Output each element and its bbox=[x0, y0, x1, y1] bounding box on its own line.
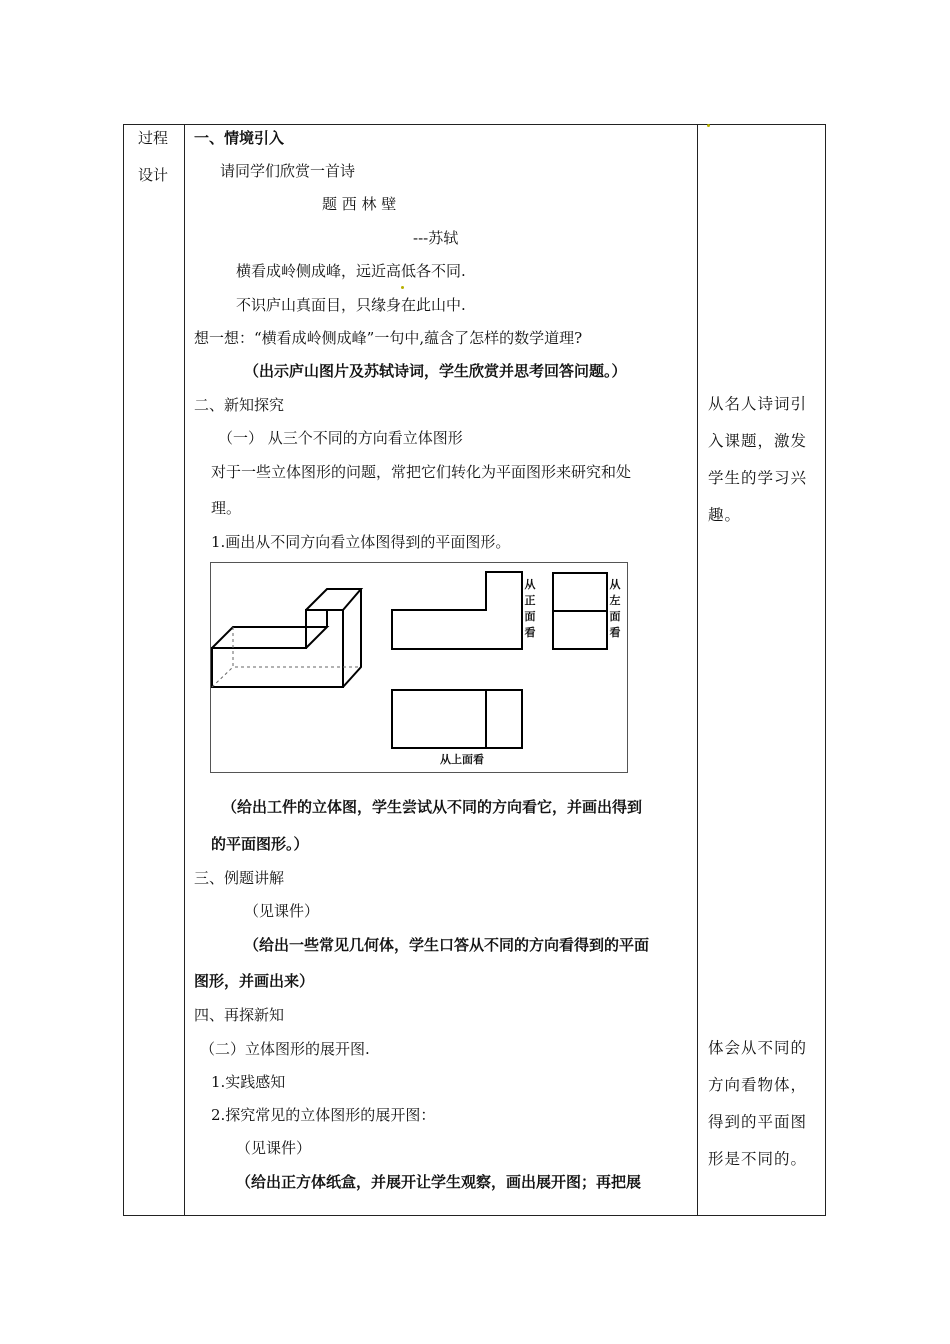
three-views-figure bbox=[210, 562, 628, 773]
section2-sub: （一） 从三个不同的方向看立体图形 bbox=[218, 429, 463, 447]
side-note-2: 体会从不同的方向看物体，得到的平面图形是不同的。 bbox=[708, 1039, 808, 1168]
poem-line-1: 横看成岭侧成峰，远近高低各不同. bbox=[236, 262, 466, 280]
section4-ref: （见课件） bbox=[236, 1139, 312, 1157]
top-view-shape bbox=[392, 690, 522, 748]
front-view-shape bbox=[392, 572, 522, 649]
section1-heading: 一、情境引入 bbox=[194, 129, 285, 147]
top-view-label: 从上面看 bbox=[440, 753, 484, 766]
column-divider-right bbox=[697, 124, 698, 1216]
solid-hidden-edges bbox=[212, 627, 361, 687]
section3-note-1: （给出一些常见几何体，学生口答从不同的方向看得到的平面 bbox=[244, 936, 650, 954]
section3-heading: 三、例题讲解 bbox=[194, 869, 285, 887]
section4-heading: 四、再探新知 bbox=[194, 1006, 285, 1024]
left-column-label-1: 过程 bbox=[138, 129, 169, 147]
section3-note-2: 图形，并画出来） bbox=[194, 972, 315, 990]
side-note-1: 从名人诗词引入课题，激发学生的学习兴趣。 bbox=[708, 395, 808, 524]
poem-author: ---苏轼 bbox=[413, 229, 459, 247]
left-view-label: 从左面看 bbox=[609, 578, 621, 639]
section2-heading: 二、新知探究 bbox=[194, 396, 285, 414]
section2-para-2: 理。 bbox=[211, 499, 242, 517]
section2-note-2: 的平面图形。） bbox=[211, 835, 309, 853]
solid-right-face bbox=[343, 589, 361, 687]
three-views-drawing bbox=[211, 563, 629, 774]
poem-title: 题 西 林 壁 bbox=[322, 195, 397, 213]
section4-item2: 2.探究常见的立体图形的展开图： bbox=[211, 1106, 436, 1124]
poem-line-2: 不识庐山真面目，只缘身在此山中. bbox=[236, 296, 466, 314]
solid-top-face-high bbox=[306, 589, 361, 610]
section3-ref: （见课件） bbox=[244, 902, 320, 920]
section2-para-1: 对于一些立体图形的问题，常把它们转化为平面图形来研究和处 bbox=[211, 463, 632, 481]
solid-top-face-low bbox=[212, 627, 327, 648]
section1-intro: 请同学们欣赏一首诗 bbox=[220, 162, 356, 180]
section4-note-1: （给出正方体纸盒，并展开让学生观察，画出展开图；再把展 bbox=[236, 1173, 642, 1191]
section2-note-1: （给出工件的立体图，学生尝试从不同的方向看它，并画出得到 bbox=[222, 798, 643, 816]
section4-sub: （二）立体图形的展开图. bbox=[200, 1040, 370, 1058]
section1-question: 想一想：“横看成岭侧成峰”一句中,蕴含了怎样的数学道理? bbox=[194, 329, 583, 347]
solid-front-face bbox=[212, 610, 343, 687]
section1-note: （出示庐山图片及苏轼诗词，学生欣赏并思考回答问题。） bbox=[244, 362, 627, 380]
column-divider-left bbox=[184, 124, 185, 1216]
section2-item1: 1.画出从不同方向看立体图得到的平面图形。 bbox=[211, 533, 511, 551]
left-column-label-2: 设计 bbox=[138, 166, 169, 184]
section4-item1: 1.实践感知 bbox=[211, 1073, 286, 1091]
stray-dot bbox=[707, 124, 710, 127]
front-view-label: 从正面看 bbox=[524, 578, 536, 639]
stray-dot bbox=[401, 286, 404, 289]
